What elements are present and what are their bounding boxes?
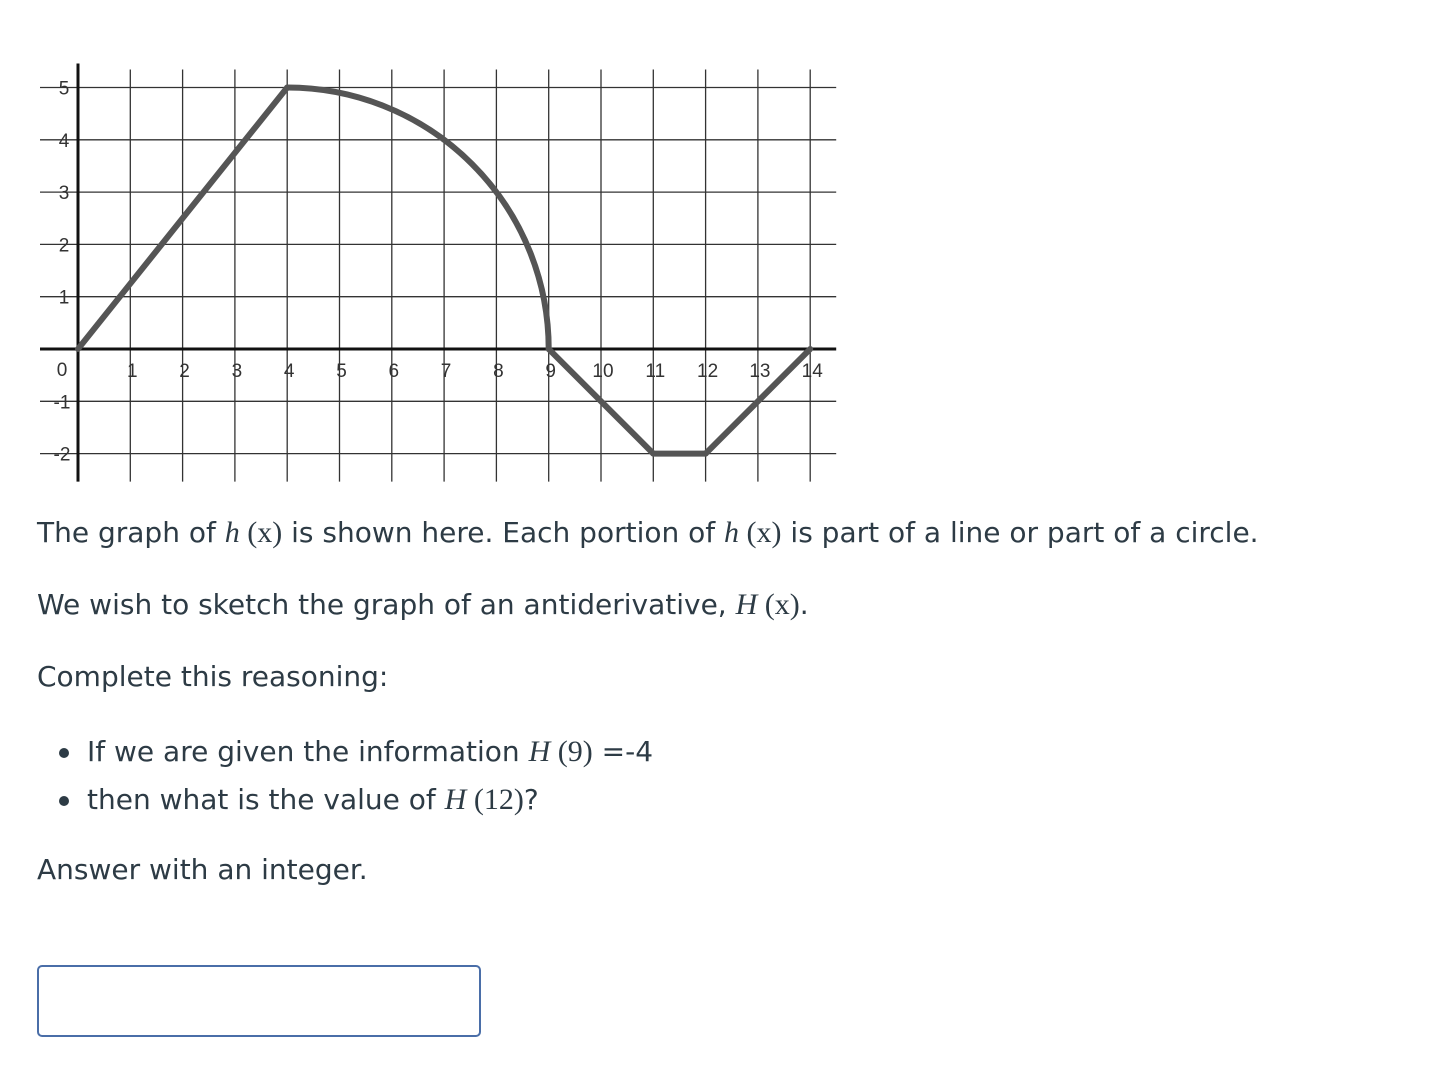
text-segment: then what is the value of xyxy=(87,783,445,816)
x-tick-label: 3 xyxy=(231,361,243,382)
bullet-icon xyxy=(59,796,69,806)
math-arg: (12) xyxy=(473,783,524,816)
curve-arc-segment xyxy=(287,88,549,350)
answer-instruction: Answer with an integer. xyxy=(37,853,368,886)
x-tick-label: 1 xyxy=(127,361,138,382)
math-arg: (x) xyxy=(764,588,800,621)
x-tick-label: 2 xyxy=(179,361,190,382)
math-h xyxy=(225,516,282,549)
math-arg: (9) xyxy=(557,735,593,768)
x-tick-label: 7 xyxy=(440,361,452,382)
antiderivative-intro xyxy=(37,585,809,625)
y-tick-label: 4 xyxy=(58,130,70,152)
x-tick-label: 6 xyxy=(388,361,400,382)
y-tick-label: -1 xyxy=(53,392,71,414)
y-tick-label: 5 xyxy=(58,78,70,100)
y-tick-label: -2 xyxy=(53,444,71,466)
text-segment: We wish to sketch the graph of an antiderivative, xyxy=(37,588,736,621)
x-tick-label: 8 xyxy=(493,361,504,382)
x-tick-label: 12 xyxy=(697,361,719,382)
function-graph xyxy=(30,60,840,490)
x-tick-label: 9 xyxy=(545,361,556,382)
text-segment: . xyxy=(799,588,809,621)
math-fn: H xyxy=(735,588,758,621)
text-segment: ? xyxy=(523,783,539,816)
text-segment: =-4 xyxy=(592,735,654,768)
math-fn: H xyxy=(444,783,467,816)
text-segment: The graph of xyxy=(37,516,225,549)
y-tick-label: 1 xyxy=(58,287,70,309)
math-h xyxy=(724,516,781,549)
x-tick-label: 4 xyxy=(283,361,295,382)
x-tick-label: 13 xyxy=(749,361,771,382)
list-item xyxy=(37,776,653,824)
graph-description xyxy=(37,513,1259,553)
math-fn: h xyxy=(724,516,740,549)
x-tick-label: 10 xyxy=(592,361,614,382)
grid-lines xyxy=(40,70,836,482)
math-fn: h xyxy=(224,516,240,549)
axes xyxy=(40,64,836,482)
answer-input[interactable] xyxy=(37,965,481,1037)
x-tick-label: 5 xyxy=(336,361,347,382)
math-fn: H xyxy=(528,735,551,768)
y-tick-label: 3 xyxy=(58,183,70,205)
math-H9 xyxy=(529,735,593,768)
math-arg: (x) xyxy=(746,516,782,549)
math-H xyxy=(736,588,800,621)
text-segment: is shown here. Each portion of xyxy=(282,516,725,549)
x-tick-label: 14 xyxy=(801,361,823,382)
reasoning-list xyxy=(37,728,653,824)
bullet-icon xyxy=(59,748,69,758)
math-H12 xyxy=(445,783,524,816)
y-tick-label: 2 xyxy=(58,235,70,257)
list-item xyxy=(37,728,653,776)
text-segment: If we are given the information xyxy=(87,735,529,768)
origin-label: 0 xyxy=(56,360,68,381)
reasoning-prompt: Complete this reasoning: xyxy=(37,660,389,693)
text-segment: is part of a line or part of a circle. xyxy=(781,516,1259,549)
x-tick-label: 11 xyxy=(645,361,666,382)
math-arg: (x) xyxy=(247,516,283,549)
